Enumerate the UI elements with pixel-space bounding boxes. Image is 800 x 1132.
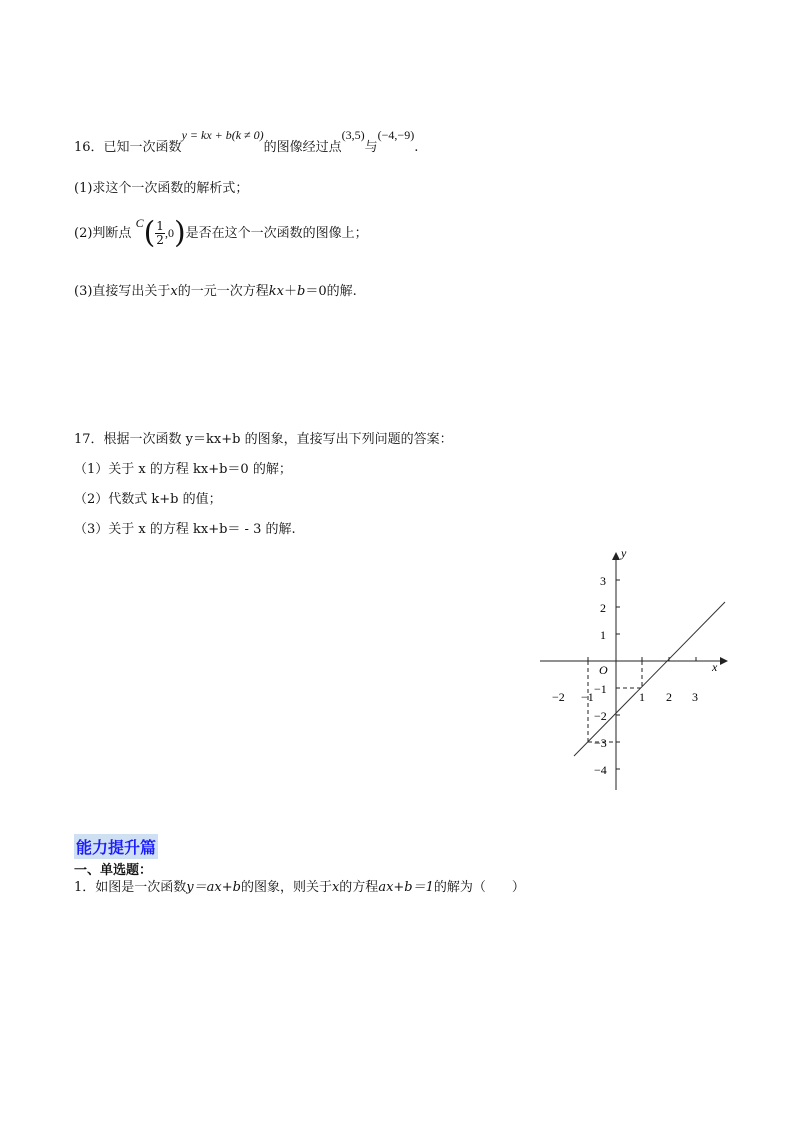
x-tick-label: −2 — [552, 690, 565, 704]
section-subtitle: 一、单选题： — [74, 863, 153, 878]
eq-kx: kx — [268, 284, 284, 299]
q16-lead: 已知一次函数 — [103, 140, 182, 155]
q1-lead: 1．如图是一次函数 — [74, 880, 187, 895]
y-tick-label: −3 — [594, 736, 607, 750]
q16-part3-post: 的解. — [326, 284, 357, 299]
q16-and: 与 — [364, 140, 378, 155]
x-tick-label: −1 — [581, 690, 594, 704]
x-axis-label: x — [712, 660, 718, 674]
fraction-one-half — [155, 220, 165, 247]
q17-title: 17．根据一次函数 y＝kx+b 的图象，直接写出下列问题的答案： — [74, 432, 453, 447]
var-x: x — [170, 284, 178, 299]
q16-part3-mid: 的一元一次方程 — [177, 284, 269, 299]
q16-part2 — [74, 215, 368, 251]
q16-point-2: (−4,−9) — [377, 128, 415, 142]
x-tick-label: 1 — [639, 690, 645, 704]
q16-number: 16． — [74, 140, 104, 155]
x-tick-label: 2 — [666, 690, 672, 704]
y-axis-arrow — [612, 552, 620, 560]
q1-function: y＝ax+b — [186, 880, 241, 895]
y-axis-label: y — [621, 546, 627, 560]
q16-mid: 的图像经过点 — [263, 140, 342, 155]
y-tick-label: 3 — [600, 574, 606, 588]
y-tick-label: 1 — [600, 628, 606, 642]
q16-part1: (1)求这个一次函数的解析式； — [74, 181, 249, 196]
y-tick-label: −2 — [594, 709, 607, 723]
q16-end: . — [414, 140, 419, 155]
q16-point-c: C — [135, 216, 144, 230]
origin-label: O — [599, 663, 608, 677]
y-tick-label: 2 — [600, 601, 606, 615]
q17-part3: （3）关于 x 的方程 kx+b＝ - 3 的解. — [74, 522, 296, 537]
q16-part2-pre: (2)判断点 — [74, 226, 132, 241]
function-line — [574, 602, 725, 756]
q16-function: y = kx + b(k ≠ 0) — [181, 128, 264, 142]
eq-b: b — [297, 284, 306, 299]
q16-line — [74, 128, 419, 157]
q1-answer-blank: 的解为（ ） — [433, 880, 525, 895]
q17-part2: （2）代数式 k+b 的值； — [74, 492, 222, 507]
fraction-denominator: 2 — [156, 233, 164, 247]
q16-part3-pre: (3)直接写出关于 — [74, 284, 171, 299]
q16-part2-post: 是否在这个一次函数的图像上； — [185, 226, 368, 241]
q1-mid: 的图象，则关于 — [240, 880, 332, 895]
eq-equals-zero: ＝0 — [305, 284, 327, 299]
y-tick-label: −4 — [594, 763, 607, 777]
q16-point-c-y: ,0 — [164, 226, 174, 240]
x-axis-arrow — [720, 657, 728, 665]
section-title: 能力提升篇 — [74, 834, 158, 859]
y-tick-label: −1 — [594, 682, 607, 696]
q16-part3 — [74, 283, 357, 301]
left-paren: ( — [143, 215, 156, 251]
right-paren: ) — [173, 215, 186, 251]
linear-function-graph — [535, 545, 735, 795]
q1-var-x: x — [331, 880, 340, 895]
x-tick-label: 3 — [692, 690, 698, 704]
q1-mid2: 的方程 — [339, 880, 379, 895]
q1-line — [74, 879, 525, 897]
fraction-numerator: 1 — [156, 219, 164, 233]
eq-plus: ＋ — [284, 284, 298, 299]
q17-part1: （1）关于 x 的方程 kx+b＝0 的解； — [74, 462, 292, 477]
q16-point-1: (3,5) — [341, 128, 365, 142]
q1-equation: ax+b＝1 — [378, 880, 434, 895]
